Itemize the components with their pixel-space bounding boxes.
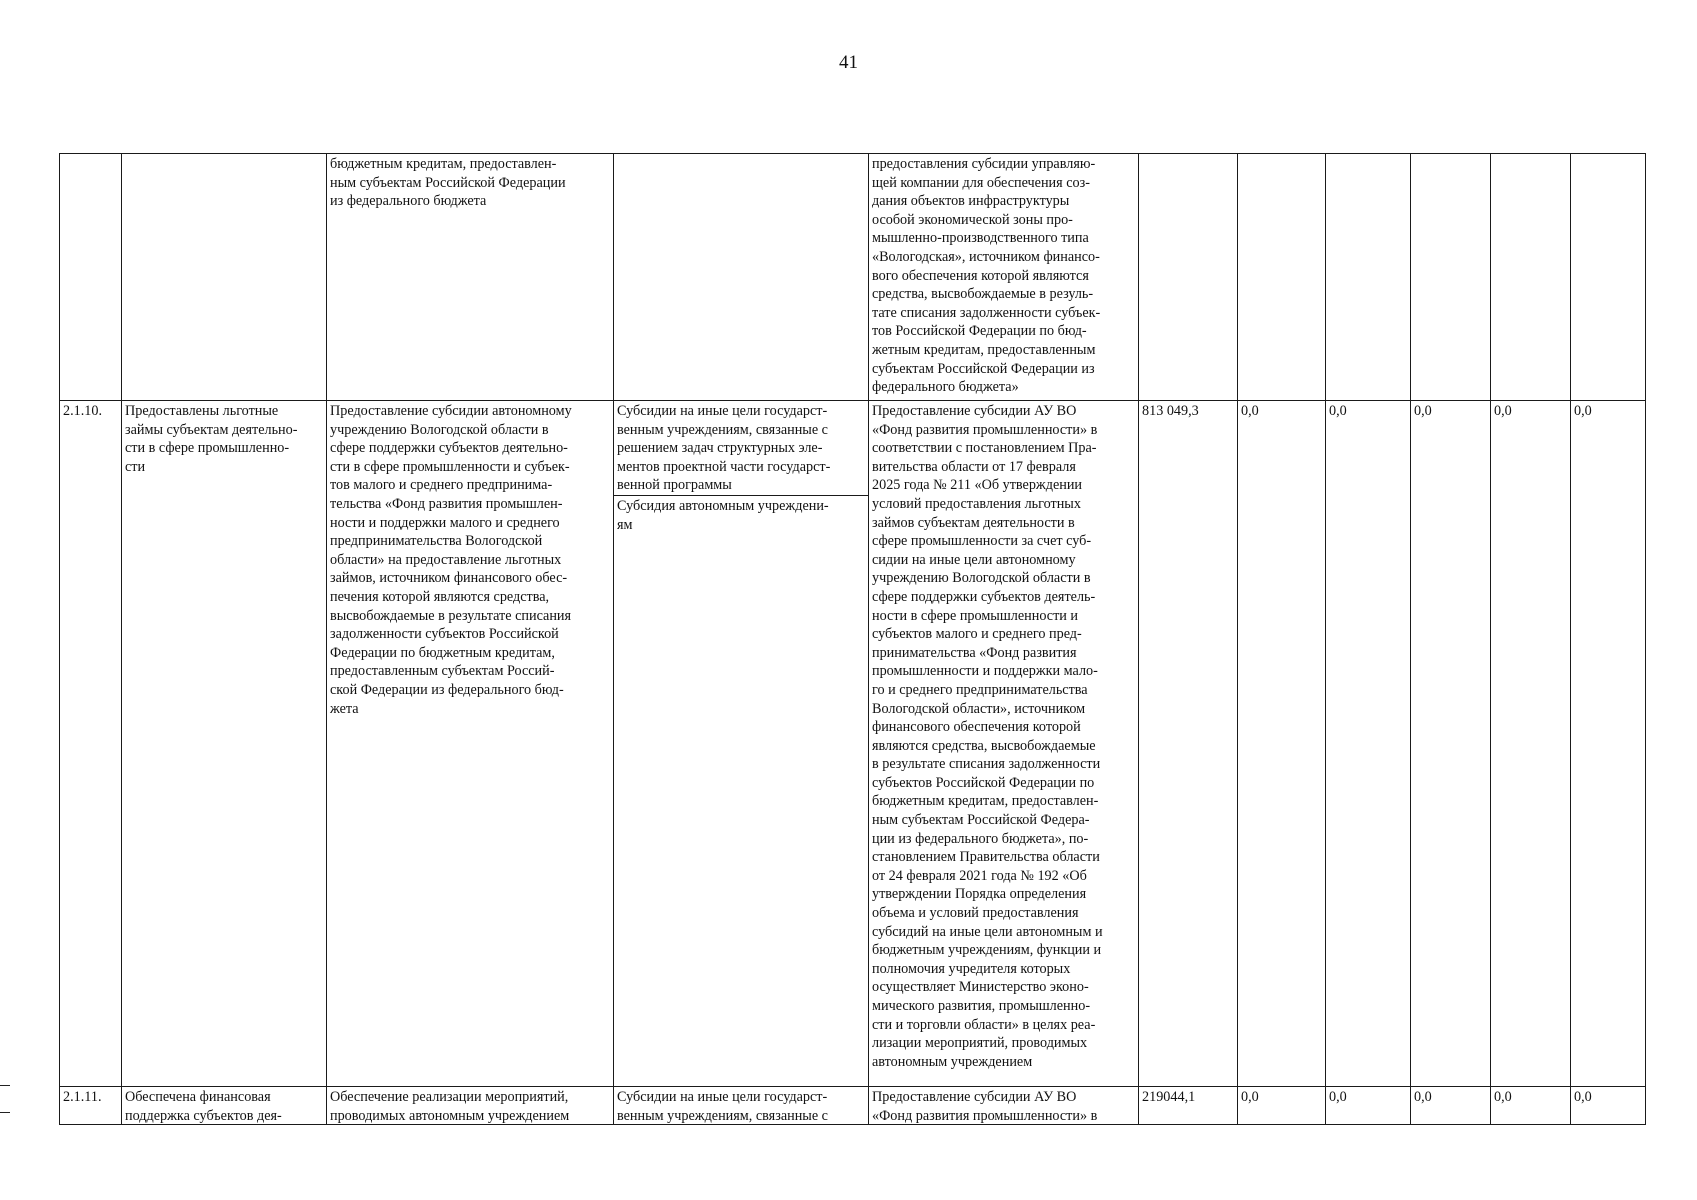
value-cell — [1491, 154, 1571, 401]
document-table — [59, 153, 1646, 1125]
value-cell — [1411, 1087, 1491, 1125]
value-text: 219044,1 — [1142, 1089, 1196, 1105]
measure-cell — [327, 1087, 614, 1125]
type-cell-top: Субсидии на иные цели государст- венным учреждениям, связанные с решением задач структурных эле- ментов проектной части государст- венной программы — [614, 401, 868, 496]
value-cell — [1491, 1087, 1571, 1125]
value-cell: 0,0 — [1571, 401, 1646, 1087]
value-text: 0,0 — [1329, 1089, 1347, 1105]
measure-cell: бюджетным кредитам, предоставлен- ным субъектам Российской Федерации из федерального бюджета — [327, 154, 614, 401]
result-cell — [122, 1087, 327, 1125]
margin-mark-bottom — [0, 1112, 10, 1113]
value-cell: 0,0 — [1326, 401, 1411, 1087]
type-cell — [614, 401, 869, 1087]
measure-cell: Предоставление субсидии автономному учреждению Вологодской области в сфере поддержки субъектов деятельно- сти в сфере промышленности и субъек- тов малого и среднего предпринима- тельства «Фонд развития промышлен- ности и поддержки малого и среднего предпринимательства Вологодской области» на предоставление льготных займов, источником финансового обес- печения которой являются средства, высвобождаемые в результате списания задолженности субъектов Российской Федерации по бюджетным кредитам, предоставленным субъектам Россий- ской Федерации из федерального бюд- жета — [327, 401, 614, 1087]
value-cell: 0,0 — [1238, 401, 1326, 1087]
type-text: Субсидии на иные цели государст- венным учреждениям, связанные с — [617, 1089, 828, 1124]
table-row — [60, 154, 1646, 401]
value-cell — [1326, 1087, 1411, 1125]
result-cell — [122, 154, 327, 401]
description-text: Предоставление субсидии АУ ВО «Фонд развития промышленности» в — [872, 1089, 1098, 1124]
value-cell — [1139, 1087, 1238, 1125]
value-cell — [1411, 154, 1491, 401]
description-cell — [869, 1087, 1139, 1125]
type-cell — [614, 154, 869, 401]
table-row — [60, 1087, 1646, 1125]
table-row — [60, 401, 1646, 1087]
description-cell: Предоставление субсидии АУ ВО «Фонд развития промышленности» в соответствии с постановлением Пра- вительства области от 17 февраля 2025 года № 211 «Об утверждении условий предоставления льготных займов субъектам деятельности в сфере промышленности за счет суб- сидии на иные цели автономному учреждению Вологодской области в сфере поддержки субъектов деятель- ности в сфере промышленности и субъектов малого и среднего пред- принимательства «Фонд развития промышленности и поддержки мало- го и среднего предпринимательства Вологодской области», источником финансового обеспечения которой являются средства, высвобождаемые в результате списания задолженности субъектов Российской Федерации по бюджетным кредитам, предоставлен- ным субъектам Российской Федера- ции из федерального бюджета», по- становлением Правительства области от 24 февраля 2021 года № 192 «Об утверждении Порядка определения объема и условий предоставления субсидий на иные цели автономным и бюджетным учреждениям, функции и полномочия учредителя которых осуществляет Министерство эконо- мического развития, промышленно- сти и торговли области» в целях реа- лизации мероприятий, проводимых автономным учреждением — [869, 401, 1139, 1087]
value-cell — [1238, 1087, 1326, 1125]
value-cell: 0,0 — [1491, 401, 1571, 1087]
value-cell — [1571, 154, 1646, 401]
value-text: 0,0 — [1494, 1089, 1512, 1105]
type-cell — [614, 1087, 869, 1125]
value-cell — [1571, 1087, 1646, 1125]
value-cell: 0,0 — [1411, 401, 1491, 1087]
measure-text: Обеспечение реализации мероприятий, проводимых автономным учреждением — [330, 1089, 570, 1124]
page-number: 41 — [839, 52, 858, 73]
result-text: Обеспечена финансовая поддержка субъектов дея- — [125, 1089, 282, 1124]
value-text: 0,0 — [1574, 1089, 1592, 1105]
result-cell: Предоставлены льготные займы субъектам деятельно- сти в сфере промышленно- сти — [122, 401, 327, 1087]
value-cell — [1238, 154, 1326, 401]
value-cell — [1326, 154, 1411, 401]
value-cell: 813 049,3 — [1139, 401, 1238, 1087]
value-cell — [1139, 154, 1238, 401]
value-text: 0,0 — [1241, 1089, 1259, 1105]
description-cell: предоставления субсидии управляю- щей компании для обеспечения соз- дания объектов инфраструктуры особой экономической зоны про- мышленно-производственного типа «Вологодская», источником финансо- вого обеспечения которой являются средства, высвобождаемые в резуль- тате списания задолженности субъек- тов Российской Федерации по бюд- жетным кредитам, предоставленным субъектам Российской Федерации из федерального бюджета» — [869, 154, 1139, 401]
row-number — [60, 1087, 122, 1125]
type-cell-bottom: Субсидия автономным учреждени- ям — [617, 497, 829, 533]
row-number-text: 2.1.11. — [63, 1089, 102, 1105]
margin-mark-top — [0, 1085, 10, 1086]
row-number: 2.1.10. — [60, 401, 122, 1087]
row-number — [60, 154, 122, 401]
value-text: 0,0 — [1414, 1089, 1432, 1105]
